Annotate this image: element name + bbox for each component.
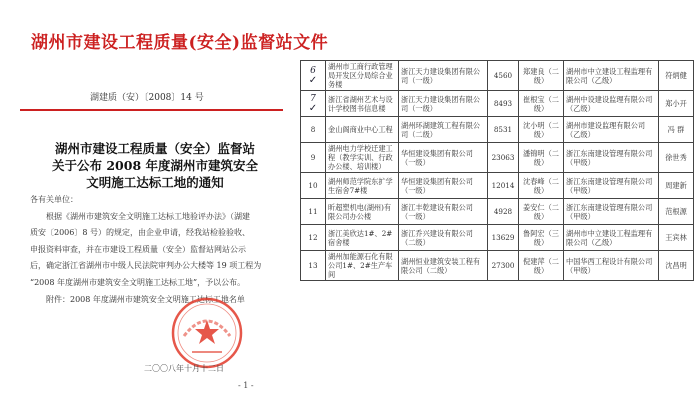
supervision-company-cell: 湖州市中立建设工程监理有限公司（乙级）	[564, 61, 659, 91]
chief-supervisor-cell: 徐世秀	[659, 143, 694, 173]
floor-area-cell: 8493	[488, 91, 519, 117]
attachment-table-page	[300, 60, 694, 370]
notice-title-line: 关于公布 2008 年度湖州市建筑安全	[52, 158, 258, 173]
contractor-cell: 湖州恒业建筑安装工程有限公司（二级）	[399, 251, 488, 281]
notice-title	[30, 140, 280, 191]
project-manager-cell: 崔根宝（二级）	[519, 91, 564, 117]
project-manager-cell: 沈小明（二级）	[519, 117, 564, 143]
contractor-cell: 华恒建设集团有限公司（一级）	[399, 143, 488, 173]
table-row	[301, 143, 694, 173]
supervision-company-cell: 浙江东南建设管理有限公司（甲级）	[564, 199, 659, 225]
contractor-cell: 浙江天力建设集团有限公司（一级）	[399, 91, 488, 117]
checkmark-icon: ✓	[308, 103, 318, 114]
chief-supervisor-cell: 符炳健	[659, 61, 694, 91]
contractor-cell: 浙江乔兴建设有限公司（二级）	[399, 225, 488, 251]
project-name-cell: 昕超塑机电(湖州)有限公司办公楼	[326, 199, 399, 225]
row-number-cell	[301, 91, 326, 117]
project-name-cell: 金山阁商业中心工程	[326, 117, 399, 143]
supervision-company-cell: 中国华西工程设计有限公司（甲级）	[564, 251, 659, 281]
floor-area-cell: 4560	[488, 61, 519, 91]
notice-title-line: 湖州市建设工程质量（安全）监督站	[54, 141, 255, 156]
table-row	[301, 117, 694, 143]
supervision-company-cell: 湖州市建设监理有限公司（乙级）	[564, 117, 659, 143]
contractor-cell: 浙江天力建设集团有限公司（一级）	[399, 61, 488, 91]
page-number: - 1 -	[238, 381, 254, 390]
table-row	[301, 91, 694, 117]
sites-table-body	[301, 61, 694, 281]
body-line: 后，确定浙江省湖州市中级人民法院审判办公大楼等 19 项工程为	[30, 261, 262, 271]
letterhead-title: 湖州市建设工程质量(安全)监督站文件	[31, 33, 329, 53]
project-manager-cell: 沈春峰（二级）	[519, 173, 564, 199]
attachment-line: 附件：2008 年度湖州市建筑安全文明施工达标工地名单	[46, 294, 245, 304]
checkmark-icon: ✓	[308, 75, 318, 86]
project-name-cell: 湖州市工商行政管理局开发区分局综合业务楼	[326, 61, 399, 91]
project-name-cell: 湖州电力学校迁建工程（教学实训、行政办公楼、培训楼）	[326, 143, 399, 173]
contractor-cell: 华恒建设集团有限公司（一级）	[399, 173, 488, 199]
sites-table	[300, 60, 694, 281]
floor-area-cell: 27300	[488, 251, 519, 281]
body-line: 根据《湖州市建筑安全文明施工达标工地验评办法》（湖建	[46, 211, 250, 221]
chief-supervisor-cell: 郑小开	[659, 91, 694, 117]
salutation: 各有关单位：	[30, 195, 78, 204]
floor-area-cell: 4928	[488, 199, 519, 225]
issue-date: 二〇〇八年十月十二日	[144, 364, 224, 373]
project-name-cell: 浙江省湖州艺术与设计学校图书信息楼	[326, 91, 399, 117]
project-manager-cell: 姜安仁（二级）	[519, 199, 564, 225]
notice-title-line: 文明施工达标工地的通知	[86, 175, 224, 190]
project-name-cell: 湖州加能源石化有限公司1#、2#生产车间	[326, 251, 399, 281]
body-line: 申报资料审查，并在市建设工程质量（安全）监督站网站公示	[30, 244, 246, 254]
contractor-cell: 湖州环湖建筑工程有限公司（二级）	[399, 117, 488, 143]
project-manager-cell: 郑建良（二级）	[519, 61, 564, 91]
chief-supervisor-cell: 周建新	[659, 173, 694, 199]
row-number-cell: 9	[301, 143, 326, 173]
body-line: “2008 年度湖州市建筑安全文明施工达标工地”，予以公布。	[30, 277, 246, 287]
floor-area-cell: 8531	[488, 117, 519, 143]
project-name-cell: 浙江美欣达1#、2#宿舍楼	[326, 225, 399, 251]
document-number: 湖建质（安）〔2008〕14 号	[90, 93, 204, 103]
chief-supervisor-cell: 沈昌明	[659, 251, 694, 281]
supervision-company-cell: 浙江东南建设管理有限公司（甲级）	[564, 143, 659, 173]
chief-supervisor-cell: 范根源	[659, 199, 694, 225]
row-number-cell: 8	[301, 117, 326, 143]
project-manager-cell: 鲁阿宏（三级）	[519, 225, 564, 251]
official-seal-icon	[170, 296, 244, 370]
project-manager-cell: 倪建萍（二级）	[519, 251, 564, 281]
table-row	[301, 251, 694, 281]
project-name-cell: 湖州师范学院东扩学生宿舍7#楼	[326, 173, 399, 199]
supervision-company-cell: 湖州市中立建设工程监理有限公司（乙级）	[564, 225, 659, 251]
table-row	[301, 173, 694, 199]
project-manager-cell: 潘锦明（二级）	[519, 143, 564, 173]
contractor-cell: 浙江丰乾建设有限公司（一级）	[399, 199, 488, 225]
chief-supervisor-cell: 王宾林	[659, 225, 694, 251]
row-number: 6	[310, 66, 316, 76]
row-number-cell: 13	[301, 251, 326, 281]
notice-body	[30, 192, 275, 308]
floor-area-cell: 23063	[488, 143, 519, 173]
floor-area-cell: 12014	[488, 173, 519, 199]
floor-area-cell: 13629	[488, 225, 519, 251]
row-number-cell: 11	[301, 199, 326, 225]
supervision-company-cell: 湖州中设建设监理有限公司（乙级）	[564, 91, 659, 117]
chief-supervisor-cell: 冯 群	[659, 117, 694, 143]
table-row	[301, 61, 694, 91]
row-number-cell: 10	[301, 173, 326, 199]
row-number: 7	[310, 94, 316, 104]
body-line: 质安〔2006〕8 号）的规定，由企业申请，经我站检验验收、	[30, 228, 250, 238]
letterhead-rule	[20, 109, 283, 111]
row-number-cell: 12	[301, 225, 326, 251]
row-number-cell	[301, 61, 326, 91]
table-row	[301, 199, 694, 225]
supervision-company-cell: 浙江东南建设管理有限公司（甲级）	[564, 173, 659, 199]
table-row	[301, 225, 694, 251]
